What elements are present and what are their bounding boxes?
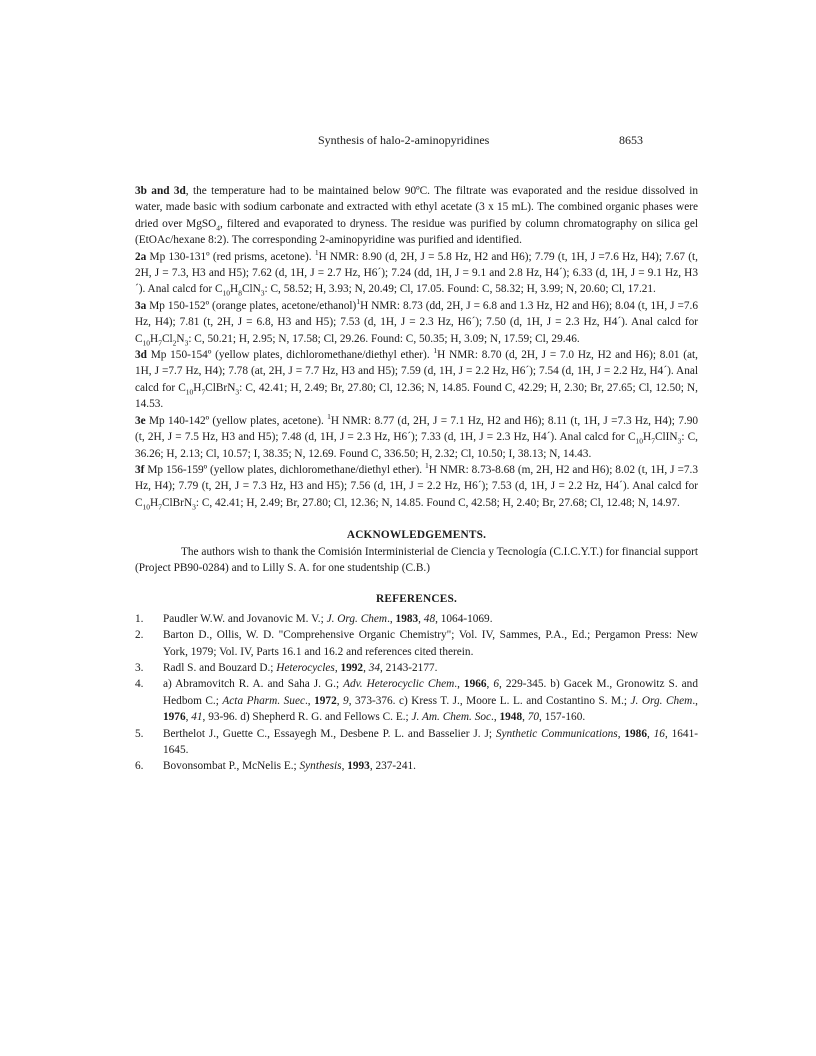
compound-label: 3e (135, 414, 146, 427)
page-number: 8653 (619, 133, 643, 147)
running-header (0, 133, 816, 149)
reference-item: 3. Radl S. and Bouzard D.; Heterocycles, 1992, 34, 2143-2177. (135, 661, 438, 674)
compound-entry: 3d Mp 150-154º (yellow plates, dichloromethane/diethyl ether). $^1$H NMR: 8.70 (d, 2H, J = 7.0 Hz, H2 and H6); 8.01 (at, 1H, J =7.7 Hz, H4); 7.78 (at, 2H, J = 7.7 Hz, H3 and H5); 7.59 (d, 1H, J = 2.2 Hz, H6´); 7.54 (d, 1H, J = 2.2 Hz, H4´). Anal calcd for $C_{10}H_7ClBrN_3$: C, 42.41; H, 2.49; Br, 27.80; Cl, 12.36; N, 14.85. Found C, 42.29; H, 2.30; Br, 27.65; Cl, 12.50; N, 14.53. (135, 346, 699, 411)
reference-list (135, 611, 698, 775)
references-heading: REFERENCES. (376, 593, 457, 606)
compound-label: 3d (135, 349, 147, 362)
compound-entry: 2a Mp 130-131º (red prisms, acetone). $^1$H NMR: 8.90 (d, 2H, J = 5.8 Hz, H2 and H6); 7.79 (t, 1H, J =7.6 Hz, H4); 7.67 (t, 2H, J = 7.3, H3 and H5); 7.62 (d, 1H, J = 2.7 Hz, H6´); 7.24 (dd, 1H, J = 9.1 and 2.8 Hz, H4´); 6.33 (d, 1H, J = 9.1 Hz, H3´). Anal calcd for $C_{10}H_8ClN_3$: C, 58.52; H, 3.93; N, 20.49; Cl, 17.05. Found: C, 58.32; H, 3.99; N, 20.60; Cl, 17.21. (135, 247, 699, 298)
compound-label: 2a (135, 250, 147, 263)
acknowledgements-heading: ACKNOWLEDGEMENTS. (346, 529, 487, 542)
acknowledgements-text: The authors wish to thank the Comisión Interministerial de Ciencia y Tecnología (C.I.C.Y.T.) for financial support (Project PB90-0284) and to Lilly S. A. for one studentship (C.B.) (135, 545, 698, 574)
compound-label: 3a (135, 299, 147, 312)
reference-item: 5. Berthelot J., Guette C., Essayegh M., Desbene P. L. and Basselier J. J; Synthetic Communications, 1986, 16, 1641-1645. (135, 727, 698, 756)
reference-item: 1. Paudler W.W. and Jovanovic M. V.; J. Org. Chem., 1983, 48, 1064-1069. (135, 612, 493, 625)
intro-paragraph: 3b and 3d, the temperature had to be maintained below 90ºC. The filtrate was evaporated and the residue dissolved in water, made basic with sodium carbonate and extracted with ethyl acetate (3 x 15 mL). The combined organic phases were dried over MgSO$_4$, filtered and evaporated to dryness. The residue was purified by column chromatography on silica gel (EtOAc/hexane 8:2). The corresponding 2-aminopyridine was purified and identified. (135, 185, 698, 247)
compound-label: 3f (135, 463, 145, 476)
compound-entry: 3f Mp 156-159º (yellow plates, dichloromethane/diethyl ether). $^1$H NMR: 8.73-8.68 (m, 2H, H2 and H6); 8.02 (t, 1H, J =7.3 Hz, H4); 7.79 (t, 2H, J = 7.3 Hz, H3 and H5); 7.56 (d, 1H, J = 2.2 Hz, H6´); 7.53 (d, 1H, J = 2.2 Hz, H4´). Anal calcd for $C_{10}H_7ClBrN_3$: C, 42.41; H, 2.49; Br, 27.80; Cl, 12.36; N, 14.85. Found C, 42.58; H, 2.40; Br, 27.68; Cl, 12.48; N, 14.97. (135, 461, 698, 511)
compound-entry: 3e Mp 140-142º (yellow plates, acetone). $^1$H NMR: 8.77 (d, 2H, J = 7.1 Hz, H2 and H6); 8.11 (t, 1H, J =7.3 Hz, H4); 7.90 (t, 2H, J = 7.5 Hz, H3 and H5); 7.48 (d, 1H, J = 2.3 Hz, H6´); 7.33 (d, 1H, J = 2.3 Hz, H4´). Anal calcd for $C_{10}H_7ClIN_3$: C, 36.26; H, 2.13; Cl, 10.57; I, 38.35; N, 12.69. Found C, 336.50; H, 2.32; Cl, 10.50; I, 38.13; N, 14.43. (135, 411, 699, 460)
reference-item: 6. Bovonsombat P., McNelis E.; Synthesis, 1993, 237-241. (135, 760, 416, 773)
reference-item: 4. a) Abramovitch R. A. and Saha J. G.; Adv. Heterocyclic Chem., 1966, 6, 229-345. b) Gacek M., Gronowitz S. and Hedbom C.; Acta Pharm. Suec., 1972, 9, 373-376. c) Kress T. J., Moore L. L. and Costantino S. M.; J. Org. Chem., 1976, 41, 93-96. d) Shepherd R. G. and Fellows C. E.; J. Am. Chem. Soc., 1948, 70, 157-160. (135, 678, 698, 724)
compound-entry: 3a Mp 150-152º (orange plates, acetone/ethanol)$^1$H NMR: 8.73 (dd, 2H, J = 6.8 and 1.3 Hz, H2 and H6); 8.04 (t, 1H, J =7.6 Hz, H4); 7.81 (t, 2H, J = 6.8, H3 and H5); 7.53 (d, 1H, J = 2.3 Hz, H6´); 7.50 (d, 1H, J = 2.3 Hz, H4´). Anal calcd for $C_{10}H_7Cl_2N_3$: C, 50.21; H, 2.95; N, 17.58; Cl, 29.26. Found: C, 50.35; H, 3.09; N, 17.59; Cl, 29.46. (135, 297, 698, 347)
main-text (135, 183, 698, 775)
reference-item: 2. Barton D., Ollis, W. D. "Comprehensive Organic Chemistry"; Vol. IV, Sammes, P.A., Ed.; Pergamon Press: New York, 1979; Vol. IV, Parts 16.1 and 16.2 and references cited therein. (135, 629, 698, 658)
compound-labels: 3b and 3d (135, 185, 186, 197)
running-title: Synthesis of halo-2-aminopyridines (318, 133, 490, 147)
